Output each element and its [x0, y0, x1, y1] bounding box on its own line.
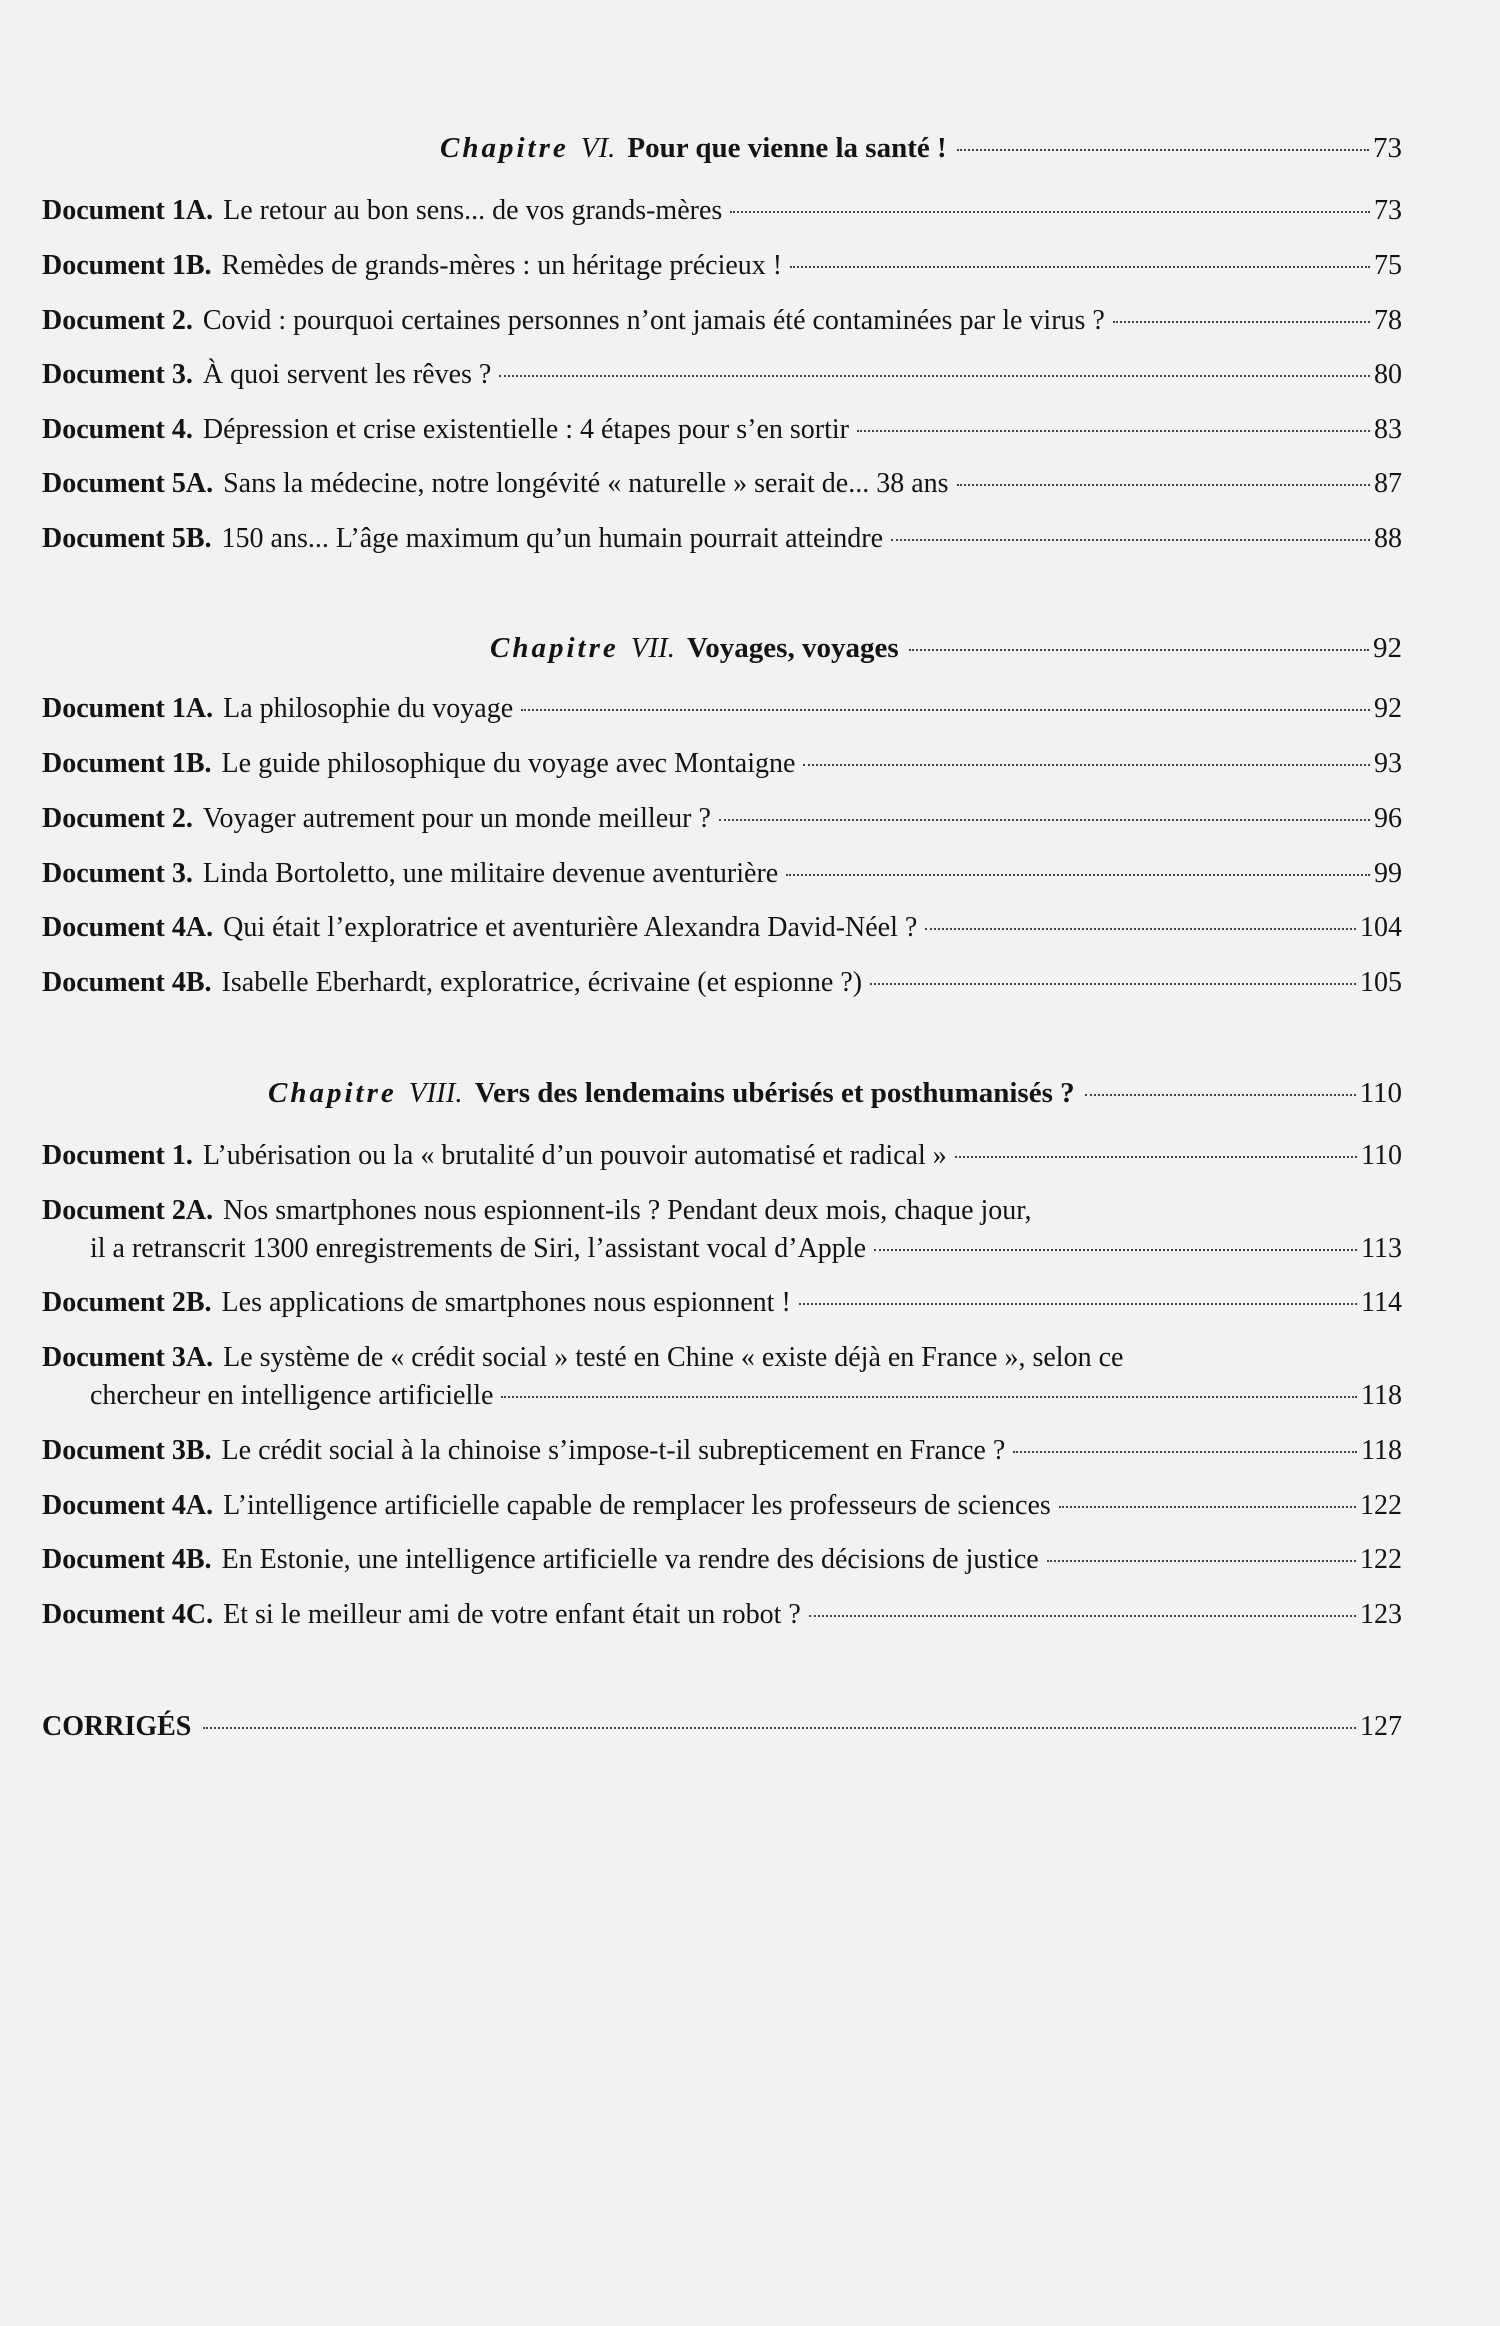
chapter-heading [42, 630, 1402, 666]
entry-label: Document 1A. [42, 195, 214, 226]
entry-label: Document 4B. [42, 1544, 212, 1575]
page-number: 123 [1360, 1599, 1402, 1630]
page-number: 110 [1361, 1140, 1402, 1171]
page-number: 92 [1374, 693, 1402, 724]
toc-entry [42, 1432, 1402, 1470]
entry-title: Qui était l’exploratrice et aventurière Alexandra David-Néel ? [223, 912, 918, 943]
entry-title: Nos smartphones nous espionnent-ils ? Pendant deux mois, chaque jour, [223, 1195, 1032, 1226]
toc-entry [42, 520, 1402, 558]
page-number: 104 [1360, 912, 1402, 943]
entry-title: Linda Bortoletto, une militaire devenue aventurière [202, 858, 779, 889]
entry-label: Document 1. [42, 1140, 193, 1171]
page-number: 127 [1360, 1711, 1402, 1742]
entry-title: Et si le meilleur ami de votre enfant était un robot ? [223, 1599, 801, 1630]
page-number: 87 [1374, 468, 1402, 499]
page-number: 96 [1374, 803, 1402, 834]
entry-label: Document 4A. [42, 912, 214, 943]
page-number: 73 [1374, 195, 1402, 226]
toc-entry [42, 964, 1402, 1002]
page-number: 122 [1360, 1490, 1402, 1521]
entry-label: Document 1A. [42, 693, 214, 724]
entry-title-continued: chercheur en intelligence artificielle [90, 1380, 494, 1411]
chapter-heading [42, 1075, 1402, 1111]
entry-label: Document 1B. [42, 748, 212, 779]
toc-entry [42, 465, 1402, 503]
entry-label: Document 4C. [42, 1599, 214, 1630]
chapter-title: Voyages, voyages [687, 632, 899, 664]
page-number: 80 [1374, 359, 1402, 390]
toc-entry [42, 1339, 1402, 1415]
page-number: 78 [1374, 305, 1402, 336]
entry-label: Document 1B. [42, 250, 212, 281]
entry-title: Covid : pourquoi certaines personnes n’ont jamais été contaminées par le virus ? [202, 305, 1105, 336]
entry-title: En Estonie, une intelligence artificielle va rendre des décisions de justice [221, 1544, 1039, 1575]
chapter-heading [42, 130, 1402, 166]
toc-entry [42, 411, 1402, 449]
entry-label: Document 4. [42, 414, 193, 445]
entry-title-continued: il a retranscrit 1300 enregistrements de Siri, l’assistant vocal d’Apple [90, 1233, 867, 1264]
chapter-number: VI. [580, 132, 616, 164]
entry-title: Le crédit social à la chinoise s’impose-t-il subrepticement en France ? [221, 1435, 1006, 1466]
toc-entry [42, 356, 1402, 394]
page-number: 92 [1373, 632, 1402, 664]
chapter-number: VII. [630, 632, 676, 664]
entry-label: Document 3B. [42, 1435, 212, 1466]
toc-entry [42, 1192, 1402, 1268]
entry-label: Document 4B. [42, 967, 212, 998]
entry-title: L’ubérisation ou la « brutalité d’un pouvoir automatisé et radical » [202, 1140, 947, 1171]
entry-label: Document 4A. [42, 1490, 214, 1521]
toc-entry [42, 745, 1402, 783]
chapter-title: Pour que vienne la santé ! [627, 132, 947, 164]
entry-label: Document 3. [42, 359, 193, 390]
toc-entry [42, 247, 1402, 285]
chapter-title: Vers des lendemains ubérisés et posthumanisés ? [474, 1077, 1075, 1109]
entry-title: Les applications de smartphones nous espionnent ! [221, 1287, 791, 1318]
entry-label: Document 3A. [42, 1342, 214, 1373]
toc-entry [42, 1541, 1402, 1579]
entry-label: Document 2. [42, 803, 193, 834]
entry-title: Le système de « crédit social » testé en Chine « existe déjà en France », selon ce [223, 1342, 1124, 1373]
toc-entry [42, 1487, 1402, 1525]
page-number: 114 [1361, 1287, 1402, 1318]
toc-entry [42, 800, 1402, 838]
entry-title: L’intelligence artificielle capable de remplacer les professeurs de sciences [223, 1490, 1051, 1521]
answer-key-entry [42, 1708, 1402, 1746]
toc-entry [42, 909, 1402, 947]
page-number: 73 [1373, 132, 1402, 164]
entry-title: La philosophie du voyage [223, 693, 514, 724]
entry-label: Document 2B. [42, 1287, 212, 1318]
toc-entry [42, 1137, 1402, 1175]
corriges-label: CORRIGÉS [42, 1711, 192, 1742]
chapter-number: VIII. [408, 1077, 463, 1109]
page-number: 122 [1360, 1544, 1402, 1575]
page-number: 83 [1374, 414, 1402, 445]
entry-label: Document 5B. [42, 523, 212, 554]
chapter-label: Chapitre [268, 1077, 397, 1109]
entry-title: Dépression et crise existentielle : 4 étapes pour s’en sortir [202, 414, 850, 445]
entry-title: Isabelle Eberhardt, exploratrice, écrivaine (et espionne ?) [221, 967, 863, 998]
toc-entry [42, 690, 1402, 728]
chapter-label: Chapitre [490, 632, 619, 664]
page-number: 110 [1359, 1077, 1402, 1109]
entry-label: Document 5A. [42, 468, 214, 499]
page-number: 88 [1374, 523, 1402, 554]
entry-title: Le retour au bon sens... de vos grands-mères [223, 195, 723, 226]
toc-entry [42, 302, 1402, 340]
toc-entry [42, 192, 1402, 230]
entry-title: À quoi servent les rêves ? [202, 359, 492, 390]
entry-label: Document 2. [42, 305, 193, 336]
toc-entry [42, 1596, 1402, 1634]
toc-entry [42, 855, 1402, 893]
page-number: 93 [1374, 748, 1402, 779]
page-number: 99 [1374, 858, 1402, 889]
page-number: 75 [1374, 250, 1402, 281]
page-number: 105 [1360, 967, 1402, 998]
entry-title: Remèdes de grands-mères : un héritage précieux ! [221, 250, 783, 281]
entry-title: Sans la médecine, notre longévité « naturelle » serait de... 38 ans [223, 468, 949, 499]
chapter-label: Chapitre [440, 132, 569, 164]
page-number: 118 [1361, 1435, 1402, 1466]
entry-title: Voyager autrement pour un monde meilleur ? [202, 803, 711, 834]
entry-label: Document 3. [42, 858, 193, 889]
page-number: 113 [1361, 1233, 1402, 1264]
entry-title: 150 ans... L’âge maximum qu’un humain pourrait atteindre [221, 523, 884, 554]
entry-title: Le guide philosophique du voyage avec Montaigne [221, 748, 796, 779]
page-number: 118 [1361, 1380, 1402, 1411]
entry-label: Document 2A. [42, 1195, 214, 1226]
toc-entry [42, 1284, 1402, 1322]
